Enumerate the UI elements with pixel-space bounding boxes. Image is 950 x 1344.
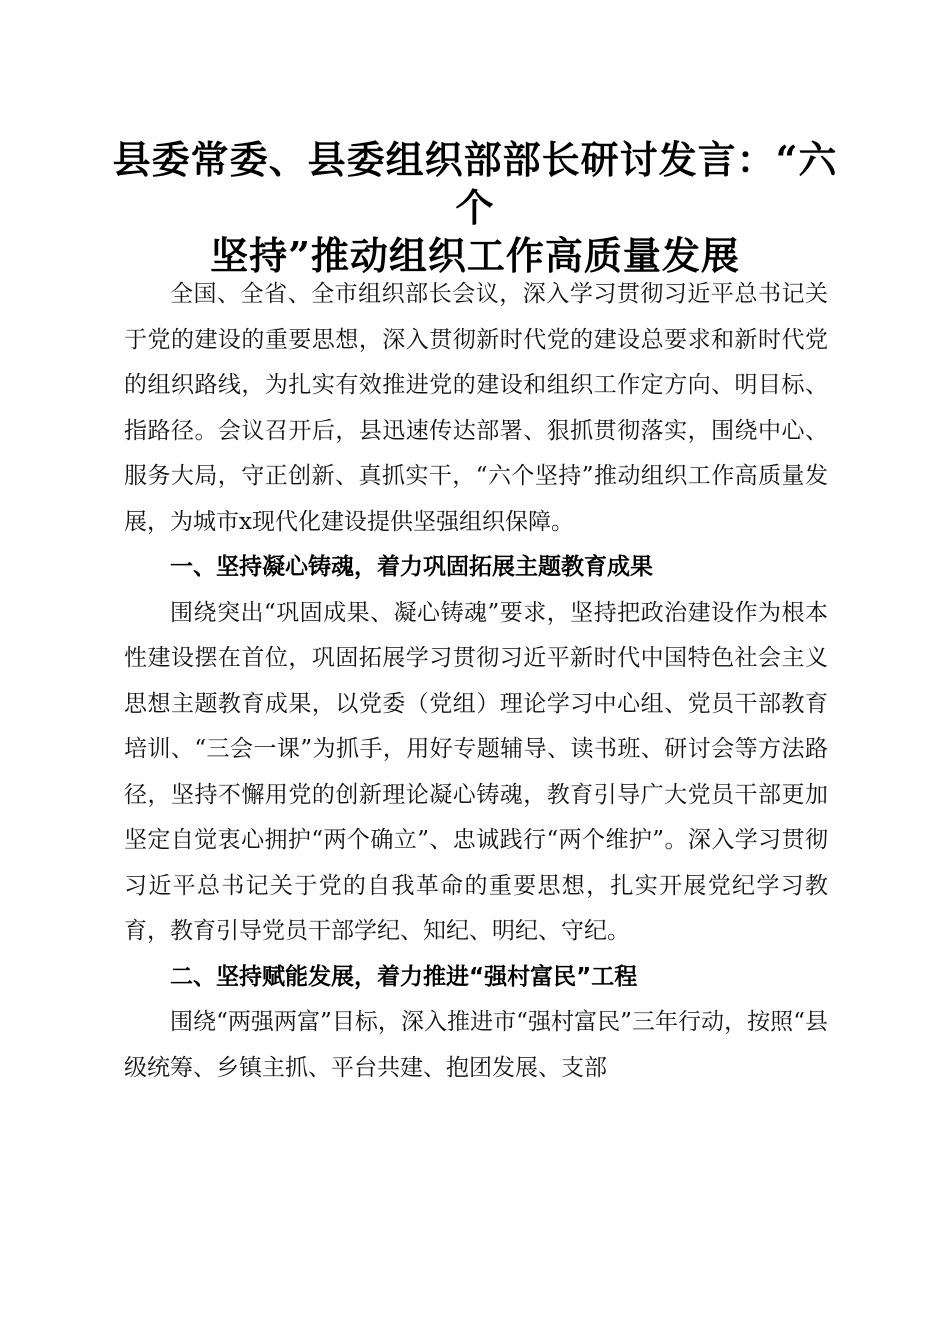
document-body — [124, 272, 828, 1091]
section-heading-2: 二、坚持赋能发展，着力推进“强村富民”工程 — [170, 963, 638, 990]
title-line-1: 县委常委、县委组织部部长研讨发言：“六个 — [112, 137, 838, 230]
title-line-2: 坚持”推动组织工作高质量发展 — [210, 233, 740, 278]
section-heading-1: 一、坚持凝心铸魂，着力巩固拓展主题教育成果 — [170, 554, 653, 580]
intro-paragraph: 全国、全省、全市组织部长会议，深入学习贯彻习近平总书记关于党的建设的重要思想，深入贯彻新时代党的建设总要求和新时代党的组织路线，为扎实有效推进党的建设和组织工作定方向、明目标、指路径。会议召开后，县迅速传达部署、狠抓贯彻落实，围绕中心、服务大局，守正创新、真抓实干，“六个坚持”推动组织工作高质量发展，为城市x现代化建设提供坚强组织保障。 — [124, 281, 828, 535]
document-title — [110, 136, 840, 280]
section-paragraph-1: 围绕突出“巩固成果、凝心铸魂”要求，坚持把政治建设作为根本性建设摆在首位，巩固拓展学习贯彻习近平新时代中国特色社会主义思想主题教育成果，以党委（党组）理论学习中心组、党员干部教育培训、“三会一课”为抓手，用好专题辅导、读书班、研讨会等方法路径，坚持不懈用党的创新理论凝心铸魂，教育引导广大党员干部更加坚定自觉衷心拥护“两个确立”、忠诚践行“两个维护”。深入学习贯彻习近平总书记关于党的自我革命的重要思想，扎实开展党纪学习教育，教育引导党员干部学纪、知纪、明纪、守纪。 — [124, 599, 828, 944]
section-paragraph-2: 围绕“两强两富”目标，深入推进市“强村富民”三年行动，按照“县级统筹、乡镇主抓、平台共建、抱团发展、支部 — [124, 1009, 828, 1081]
